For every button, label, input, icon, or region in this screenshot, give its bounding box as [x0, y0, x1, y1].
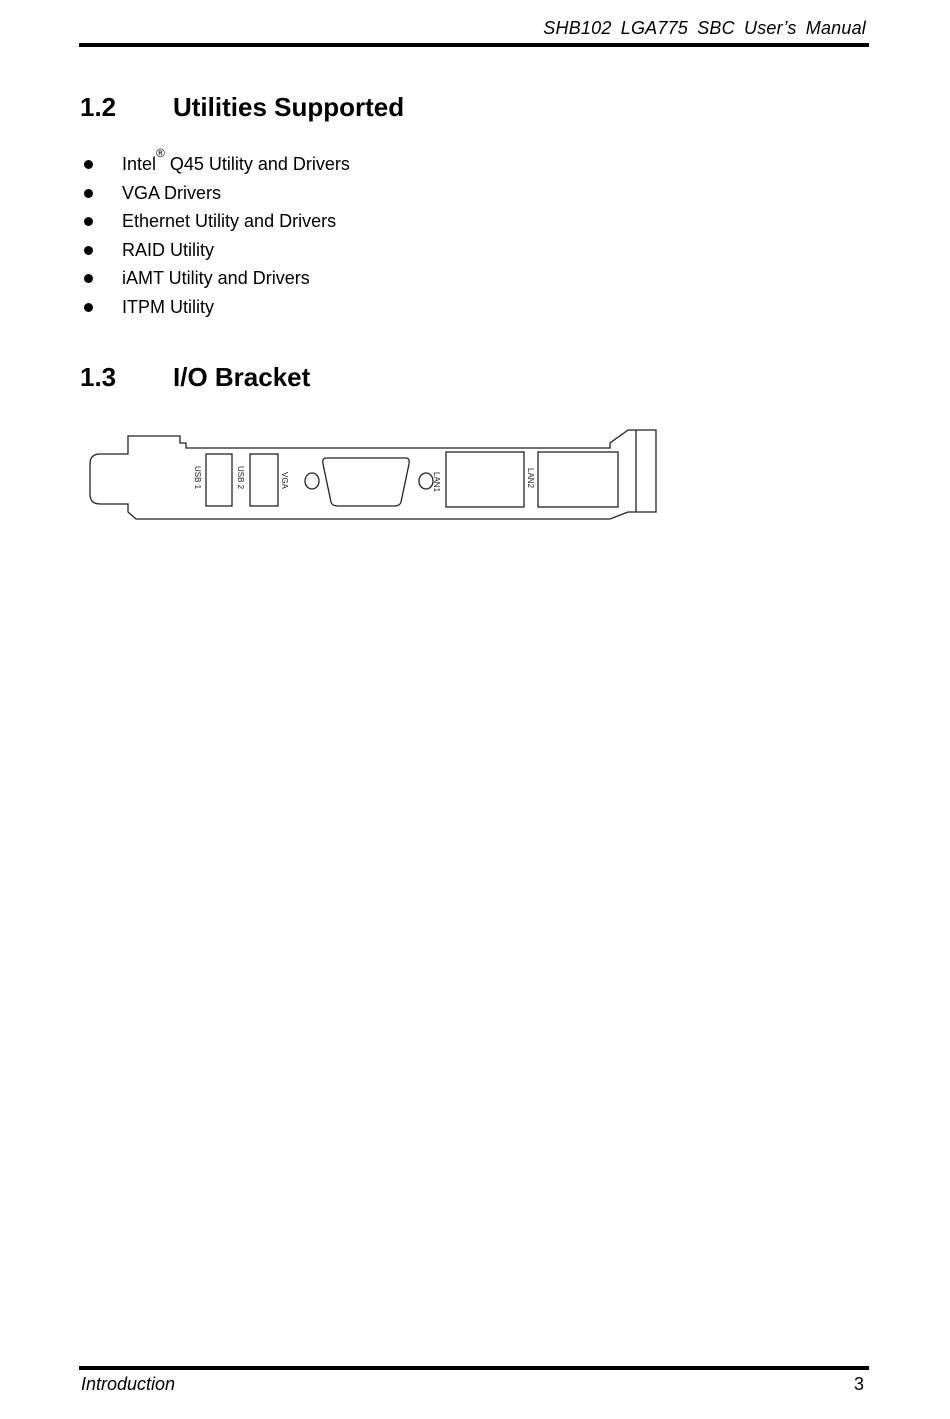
bullet-icon	[84, 217, 93, 226]
bullet-icon	[84, 189, 93, 198]
io-bracket-diagram	[88, 428, 660, 528]
lan1-port	[446, 452, 524, 507]
section-title: I/O Bracket	[173, 362, 311, 392]
footer-rule	[79, 1366, 869, 1370]
lan1-label: LAN1	[432, 472, 441, 493]
vga-screw-hole-right	[419, 473, 433, 489]
vga-label: VGA	[280, 472, 289, 489]
vga-screw-hole-left	[305, 473, 319, 489]
item-text: RAID Utility	[122, 239, 215, 260]
footer-section-name: Introduction	[81, 1374, 176, 1394]
section-number: 1.2	[80, 92, 117, 122]
usb2-port	[250, 454, 278, 506]
item-text: Intel	[122, 154, 157, 174]
section-number: 1.3	[80, 362, 117, 392]
registered-mark: ®	[156, 146, 165, 160]
vga-dsub-outline	[323, 458, 409, 506]
bullet-icon	[84, 274, 93, 283]
page-number: 3	[853, 1374, 864, 1394]
bullet-icon	[84, 160, 93, 169]
section-heading-1-2	[80, 92, 404, 123]
usb1-label: USB 1	[193, 466, 202, 490]
header-rule	[79, 43, 869, 47]
lan2-port	[538, 452, 618, 507]
item-text: VGA Drivers	[122, 182, 222, 203]
section-title: Utilities Supported	[173, 92, 405, 122]
item-text: Ethernet Utility and Drivers	[122, 211, 337, 232]
running-header: SHB102 LGA775 SBC User’s Manual	[543, 18, 866, 38]
item-text: ITPM Utility	[122, 296, 214, 317]
item-text-suffix: Q45 Utility and Drivers	[164, 154, 350, 174]
item-text: iAMT Utility and Drivers	[122, 268, 310, 289]
bullet-icon	[84, 303, 93, 312]
usb2-label: USB 2	[236, 466, 245, 490]
bullet-icon	[84, 246, 93, 255]
section-heading-1-3	[80, 362, 310, 393]
lan2-label: LAN2	[526, 468, 535, 489]
usb1-port	[206, 454, 232, 506]
